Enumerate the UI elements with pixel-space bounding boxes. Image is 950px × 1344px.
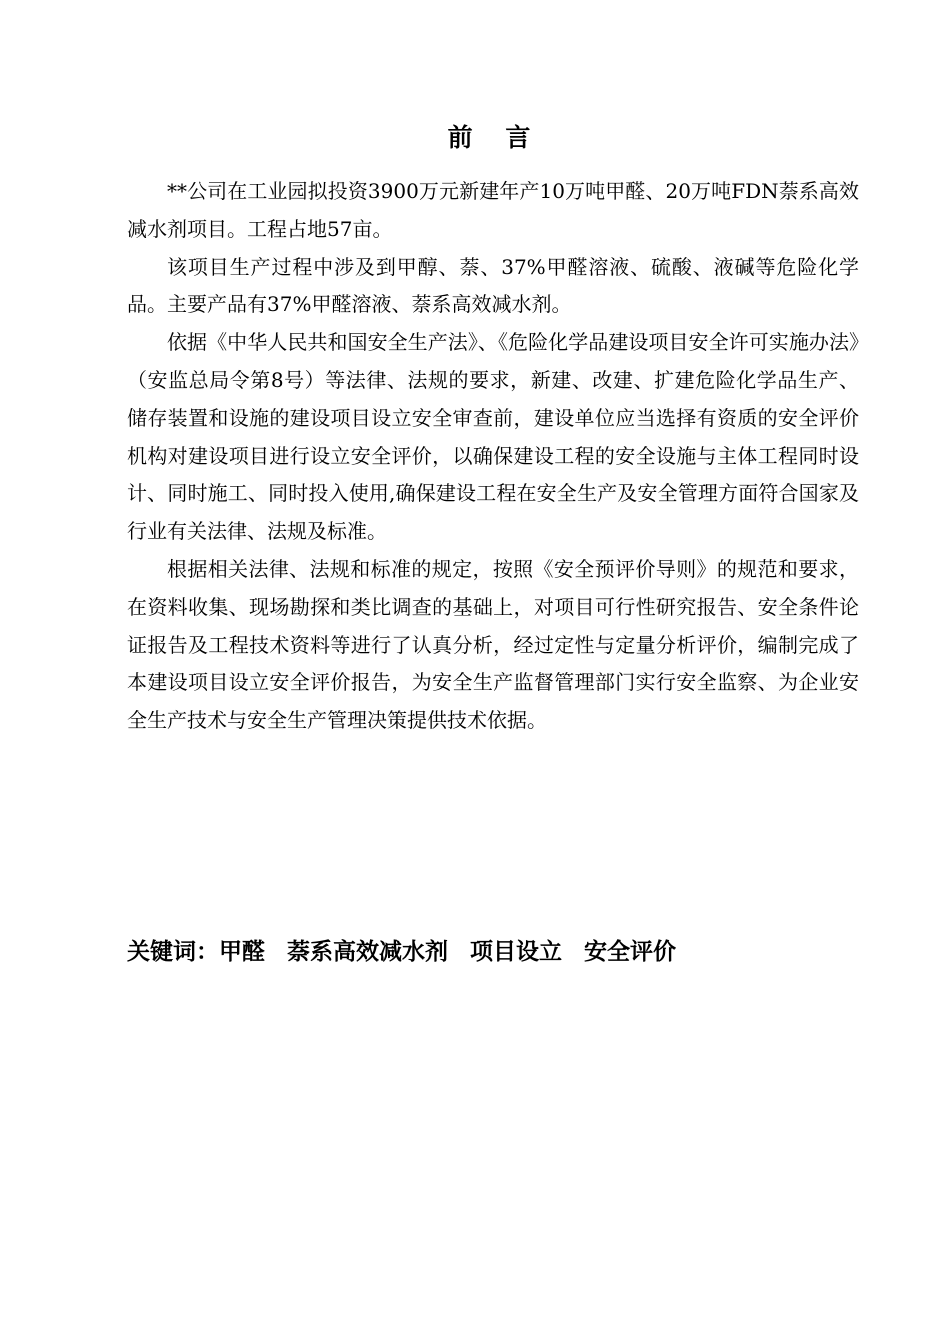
body-text (127, 173, 859, 740)
page-title: 前 言 (447, 123, 543, 152)
keywords-label: 关键词： (127, 938, 219, 965)
paragraph-hazardous-chemicals: 该项目生产过程中涉及到甲醇、萘、37%甲醛溶液、硫酸、液碱等危险化学品。主要产品有37%甲醛溶液、萘系高效减水剂。 (127, 254, 859, 317)
keyword-item: 项目设立 (470, 938, 562, 965)
paragraph-legal-basis: 依据《中华人民共和国安全生产法》、《危险化学品建设项目安全许可实施办法》（安监总局令第8号）等法律、法规的要求，新建、改建、扩建危险化学品生产、储存装置和设施的建设项目设立安全审查前，建设单位应当选择有资质的安全评价机构对建设项目进行设立安全评价，以确保建设工程的安全设施与主体工程同时设计、同时施工、同时投入使用,确保建设工程在安全生产及安全管理方面符合国家及行业有关法律、法规及标准。 (127, 330, 859, 544)
keyword-item: 萘系高效减水剂 (287, 938, 448, 965)
paragraph-evaluation-method: 根据相关法律、法规和标准的规定，按照《安全预评价导则》的规范和要求，在资料收集、现场勘探和类比调查的基础上，对项目可行性研究报告、安全条件论证报告及工程技术资料等进行了认真分析，经过定性与定量分析评价，编制完成了本建设项目设立安全评价报告，为安全生产监督管理部门实行安全监察、为企业安全生产技术与安全生产管理决策提供技术依据。 (127, 556, 859, 733)
keywords-line (127, 930, 887, 974)
paragraph-project-overview: **公司在工业园拟投资3900万元新建年产10万吨甲醛、20万吨FDN萘系高效减水剂项目。工程占地57亩。 (127, 179, 859, 241)
keyword-item: 甲醛 (219, 938, 265, 965)
keyword-item: 安全评价 (584, 938, 676, 965)
